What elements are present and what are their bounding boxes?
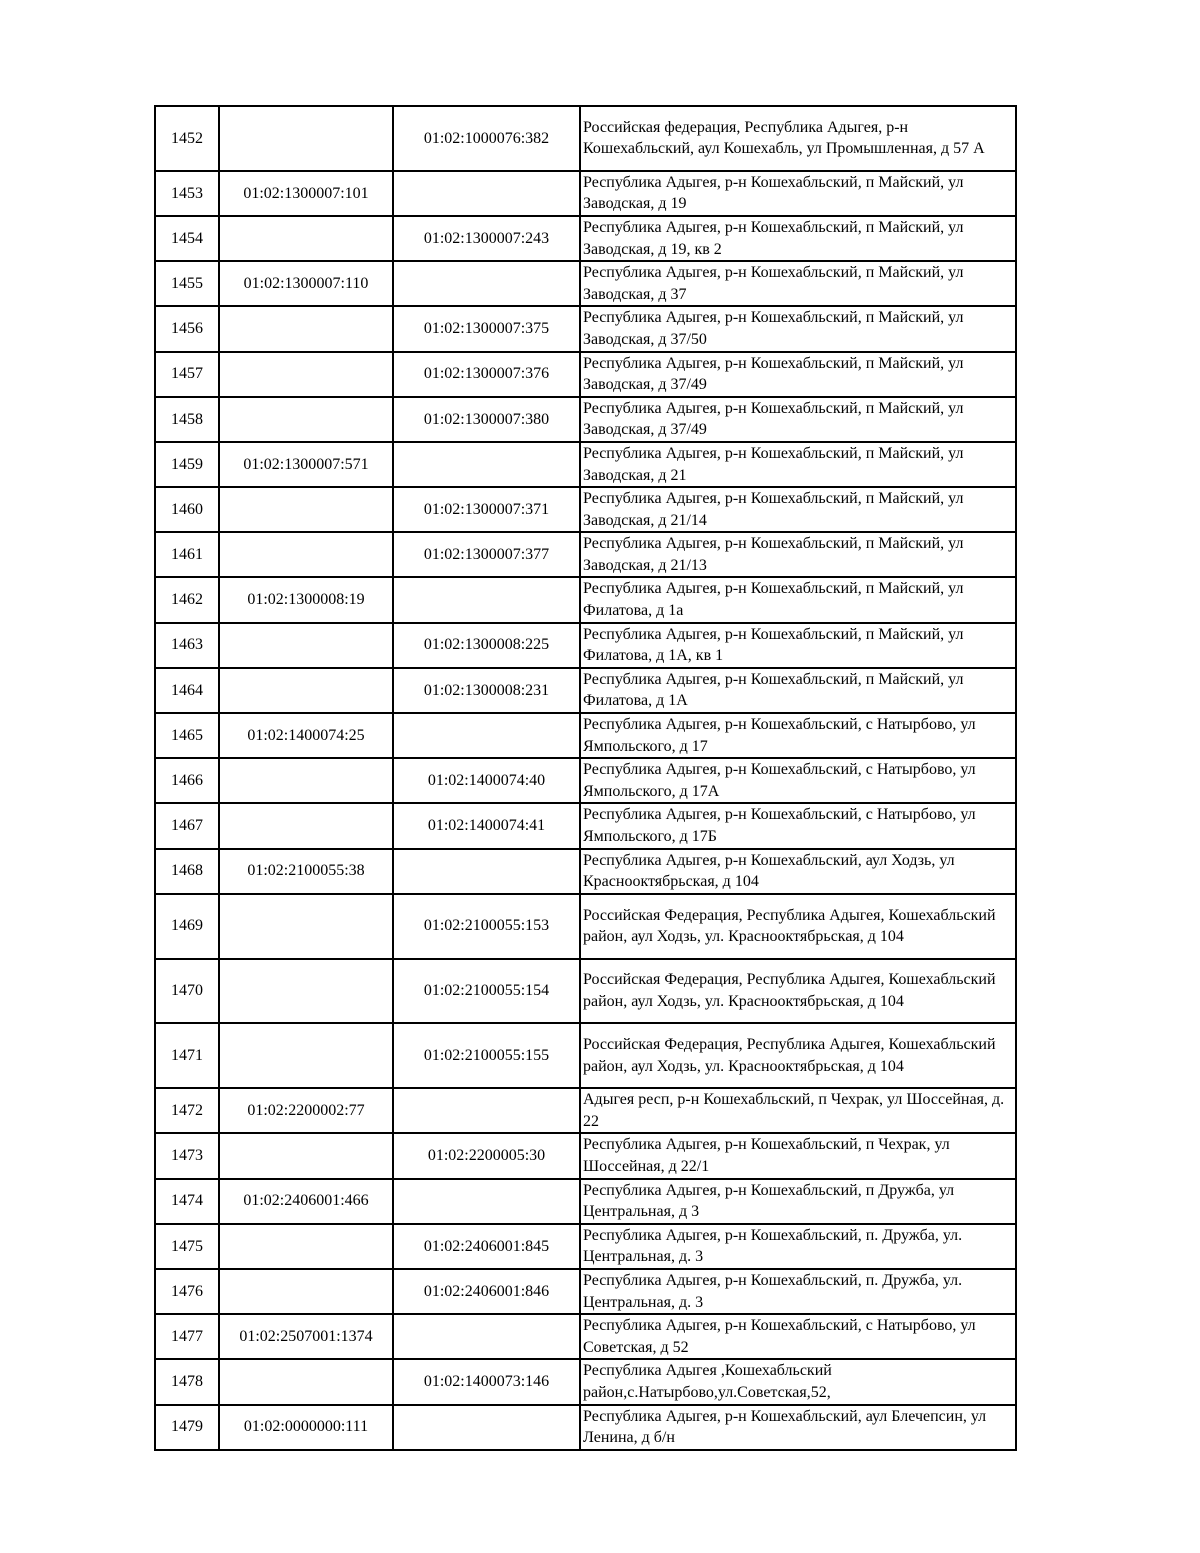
cadastral-number-cell bbox=[219, 959, 393, 1024]
cadastral-number-cell bbox=[219, 487, 393, 532]
row-number-cell: 1479 bbox=[155, 1405, 219, 1450]
table-row bbox=[155, 261, 1016, 306]
table-row bbox=[155, 442, 1016, 487]
address-cell: Российская Федерация, Республика Адыгея, Кошехабльский район, аул Ходзь, ул. Краснооктябрьская, д 104 bbox=[580, 1023, 1016, 1088]
table-row bbox=[155, 306, 1016, 351]
related-cadastral-number-cell: 01:02:1300007:376 bbox=[393, 352, 580, 397]
related-cadastral-number-cell: 01:02:1400074:41 bbox=[393, 803, 580, 848]
table-row bbox=[155, 849, 1016, 894]
table-row bbox=[155, 1133, 1016, 1178]
row-number-cell: 1455 bbox=[155, 261, 219, 306]
row-number-cell: 1471 bbox=[155, 1023, 219, 1088]
table-row bbox=[155, 577, 1016, 622]
address-cell: Республика Адыгея, р-н Кошехабльский, п Майский, ул Заводская, д 19 bbox=[580, 171, 1016, 216]
row-number-cell: 1459 bbox=[155, 442, 219, 487]
address-cell: Республика Адыгея, р-н Кошехабльский, п Майский, ул Заводская, д 37/49 bbox=[580, 352, 1016, 397]
table-row bbox=[155, 1314, 1016, 1359]
table-row bbox=[155, 397, 1016, 442]
cadastral-number-cell bbox=[219, 1269, 393, 1314]
address-cell: Республика Адыгея, р-н Кошехабльский, с Натырбово, ул Ямпольского, д 17 bbox=[580, 713, 1016, 758]
table-row bbox=[155, 758, 1016, 803]
cadastral-number-cell: 01:02:1300007:571 bbox=[219, 442, 393, 487]
table-body bbox=[155, 106, 1016, 1450]
cadastral-number-cell bbox=[219, 1023, 393, 1088]
cadastral-number-cell bbox=[219, 106, 393, 171]
cadastral-number-cell: 01:02:1400074:25 bbox=[219, 713, 393, 758]
related-cadastral-number-cell: 01:02:1300007:380 bbox=[393, 397, 580, 442]
address-cell: Республика Адыгея, р-н Кошехабльский, п Майский, ул Заводская, д 37 bbox=[580, 261, 1016, 306]
table-row bbox=[155, 1359, 1016, 1404]
table-row bbox=[155, 668, 1016, 713]
cadastral-number-cell: 01:02:1300007:110 bbox=[219, 261, 393, 306]
cadastral-number-cell bbox=[219, 1133, 393, 1178]
table-row bbox=[155, 894, 1016, 959]
table-row bbox=[155, 171, 1016, 216]
address-cell: Республика Адыгея, р-н Кошехабльский, п. Дружба, ул. Центральная, д. 3 bbox=[580, 1269, 1016, 1314]
related-cadastral-number-cell bbox=[393, 442, 580, 487]
related-cadastral-number-cell: 01:02:1400074:40 bbox=[393, 758, 580, 803]
related-cadastral-number-cell bbox=[393, 261, 580, 306]
row-number-cell: 1470 bbox=[155, 959, 219, 1024]
address-cell: Республика Адыгея, р-н Кошехабльский, п Чехрак, ул Шоссейная, д 22/1 bbox=[580, 1133, 1016, 1178]
cadastral-number-cell bbox=[219, 397, 393, 442]
table-row bbox=[155, 1088, 1016, 1133]
address-cell: Республика Адыгея ,Кошехабльский район,с.Натырбово,ул.Советская,52, bbox=[580, 1359, 1016, 1404]
related-cadastral-number-cell: 01:02:1400073:146 bbox=[393, 1359, 580, 1404]
cadastral-number-cell bbox=[219, 1224, 393, 1269]
table-row bbox=[155, 623, 1016, 668]
cadastral-number-cell bbox=[219, 352, 393, 397]
related-cadastral-number-cell: 01:02:1300008:231 bbox=[393, 668, 580, 713]
related-cadastral-number-cell: 01:02:2200005:30 bbox=[393, 1133, 580, 1178]
address-cell: Республика Адыгея, р-н Кошехабльский, п Майский, ул Заводская, д 37/49 bbox=[580, 397, 1016, 442]
address-cell: Республика Адыгея, р-н Кошехабльский, п Майский, ул Заводская, д 21 bbox=[580, 442, 1016, 487]
address-cell: Республика Адыгея, р-н Кошехабльский, п Майский, ул Филатова, д 1А bbox=[580, 668, 1016, 713]
address-cell: Республика Адыгея, р-н Кошехабльский, п Майский, ул Филатова, д 1а bbox=[580, 577, 1016, 622]
cadastral-number-cell: 01:02:2100055:38 bbox=[219, 849, 393, 894]
related-cadastral-number-cell bbox=[393, 577, 580, 622]
cadastral-number-cell: 01:02:2507001:1374 bbox=[219, 1314, 393, 1359]
table-row bbox=[155, 532, 1016, 577]
cadastral-number-cell bbox=[219, 894, 393, 959]
cadastral-number-cell bbox=[219, 1359, 393, 1404]
row-number-cell: 1475 bbox=[155, 1224, 219, 1269]
related-cadastral-number-cell: 01:02:2100055:154 bbox=[393, 959, 580, 1024]
address-cell: Республика Адыгея, р-н Кошехабльский, аул Блечепсин, ул Ленина, д б/н bbox=[580, 1405, 1016, 1450]
related-cadastral-number-cell: 01:02:1300007:375 bbox=[393, 306, 580, 351]
address-cell: Республика Адыгея, р-н Кошехабльский, п Майский, ул Заводская, д 21/13 bbox=[580, 532, 1016, 577]
related-cadastral-number-cell: 01:02:1300007:377 bbox=[393, 532, 580, 577]
address-cell: Республика Адыгея, р-н Кошехабльский, п Майский, ул Заводская, д 21/14 bbox=[580, 487, 1016, 532]
related-cadastral-number-cell: 01:02:1300008:225 bbox=[393, 623, 580, 668]
cadastral-number-cell bbox=[219, 306, 393, 351]
row-number-cell: 1456 bbox=[155, 306, 219, 351]
row-number-cell: 1453 bbox=[155, 171, 219, 216]
row-number-cell: 1463 bbox=[155, 623, 219, 668]
related-cadastral-number-cell bbox=[393, 1179, 580, 1224]
cadastral-number-cell bbox=[219, 216, 393, 261]
related-cadastral-number-cell: 01:02:2100055:153 bbox=[393, 894, 580, 959]
cadastral-number-cell: 01:02:2406001:466 bbox=[219, 1179, 393, 1224]
row-number-cell: 1457 bbox=[155, 352, 219, 397]
address-cell: Российская Федерация, Республика Адыгея, Кошехабльский район, аул Ходзь, ул. Краснооктябрьская, д 104 bbox=[580, 959, 1016, 1024]
row-number-cell: 1472 bbox=[155, 1088, 219, 1133]
row-number-cell: 1466 bbox=[155, 758, 219, 803]
related-cadastral-number-cell: 01:02:1300007:371 bbox=[393, 487, 580, 532]
table-row bbox=[155, 106, 1016, 171]
address-cell: Республика Адыгея, р-н Кошехабльский, п Дружба, ул Центральная, д 3 bbox=[580, 1179, 1016, 1224]
row-number-cell: 1478 bbox=[155, 1359, 219, 1404]
row-number-cell: 1452 bbox=[155, 106, 219, 171]
row-number-cell: 1458 bbox=[155, 397, 219, 442]
cadastral-number-cell: 01:02:1300007:101 bbox=[219, 171, 393, 216]
table-row bbox=[155, 352, 1016, 397]
row-number-cell: 1474 bbox=[155, 1179, 219, 1224]
address-cell: Республика Адыгея, р-н Кошехабльский, с Натырбово, ул Ямпольского, д 17А bbox=[580, 758, 1016, 803]
address-cell: Российская федерация, Республика Адыгея, р-н Кошехабльский, аул Кошехабль, ул Промышленная, д 57 А bbox=[580, 106, 1016, 171]
cadastral-number-cell bbox=[219, 668, 393, 713]
cadastral-number-cell: 01:02:0000000:111 bbox=[219, 1405, 393, 1450]
cadastral-number-cell bbox=[219, 532, 393, 577]
related-cadastral-number-cell: 01:02:2100055:155 bbox=[393, 1023, 580, 1088]
row-number-cell: 1476 bbox=[155, 1269, 219, 1314]
row-number-cell: 1465 bbox=[155, 713, 219, 758]
related-cadastral-number-cell bbox=[393, 1405, 580, 1450]
table-row bbox=[155, 1224, 1016, 1269]
cadastral-number-cell: 01:02:2200002:77 bbox=[219, 1088, 393, 1133]
related-cadastral-number-cell bbox=[393, 1314, 580, 1359]
address-cell: Республика Адыгея, р-н Кошехабльский, с Натырбово, ул Советская, д 52 bbox=[580, 1314, 1016, 1359]
related-cadastral-number-cell bbox=[393, 171, 580, 216]
table-row bbox=[155, 487, 1016, 532]
row-number-cell: 1469 bbox=[155, 894, 219, 959]
table-row bbox=[155, 713, 1016, 758]
address-cell: Республика Адыгея, р-н Кошехабльский, п Майский, ул Заводская, д 19, кв 2 bbox=[580, 216, 1016, 261]
row-number-cell: 1477 bbox=[155, 1314, 219, 1359]
row-number-cell: 1467 bbox=[155, 803, 219, 848]
row-number-cell: 1464 bbox=[155, 668, 219, 713]
address-cell: Республика Адыгея, р-н Кошехабльский, с Натырбово, ул Ямпольского, д 17Б bbox=[580, 803, 1016, 848]
table-row bbox=[155, 216, 1016, 261]
table-row bbox=[155, 1023, 1016, 1088]
address-cell: Республика Адыгея, р-н Кошехабльский, п Майский, ул Филатова, д 1А, кв 1 bbox=[580, 623, 1016, 668]
row-number-cell: 1473 bbox=[155, 1133, 219, 1178]
address-cell: Республика Адыгея, р-н Кошехабльский, п. Дружба, ул. Центральная, д. 3 bbox=[580, 1224, 1016, 1269]
address-cell: Республика Адыгея, р-н Кошехабльский, аул Ходзь, ул Краснооктябрьская, д 104 bbox=[580, 849, 1016, 894]
related-cadastral-number-cell bbox=[393, 713, 580, 758]
related-cadastral-number-cell: 01:02:2406001:846 bbox=[393, 1269, 580, 1314]
address-cell: Адыгея респ, р-н Кошехабльский, п Чехрак, ул Шоссейная, д. 22 bbox=[580, 1088, 1016, 1133]
row-number-cell: 1462 bbox=[155, 577, 219, 622]
row-number-cell: 1454 bbox=[155, 216, 219, 261]
row-number-cell: 1460 bbox=[155, 487, 219, 532]
cadastral-number-cell: 01:02:1300008:19 bbox=[219, 577, 393, 622]
address-cell: Российская Федерация, Республика Адыгея, Кошехабльский район, аул Ходзь, ул. Краснооктябрьская, д 104 bbox=[580, 894, 1016, 959]
cadastral-number-cell bbox=[219, 803, 393, 848]
cadastral-number-cell bbox=[219, 623, 393, 668]
row-number-cell: 1468 bbox=[155, 849, 219, 894]
table-row bbox=[155, 959, 1016, 1024]
related-cadastral-number-cell: 01:02:2406001:845 bbox=[393, 1224, 580, 1269]
table-row bbox=[155, 1405, 1016, 1450]
table-row bbox=[155, 1269, 1016, 1314]
property-table bbox=[154, 105, 1017, 1451]
address-cell: Республика Адыгея, р-н Кошехабльский, п Майский, ул Заводская, д 37/50 bbox=[580, 306, 1016, 351]
row-number-cell: 1461 bbox=[155, 532, 219, 577]
related-cadastral-number-cell: 01:02:1000076:382 bbox=[393, 106, 580, 171]
table-row bbox=[155, 1179, 1016, 1224]
related-cadastral-number-cell: 01:02:1300007:243 bbox=[393, 216, 580, 261]
related-cadastral-number-cell bbox=[393, 849, 580, 894]
table-row bbox=[155, 803, 1016, 848]
cadastral-number-cell bbox=[219, 758, 393, 803]
related-cadastral-number-cell bbox=[393, 1088, 580, 1133]
